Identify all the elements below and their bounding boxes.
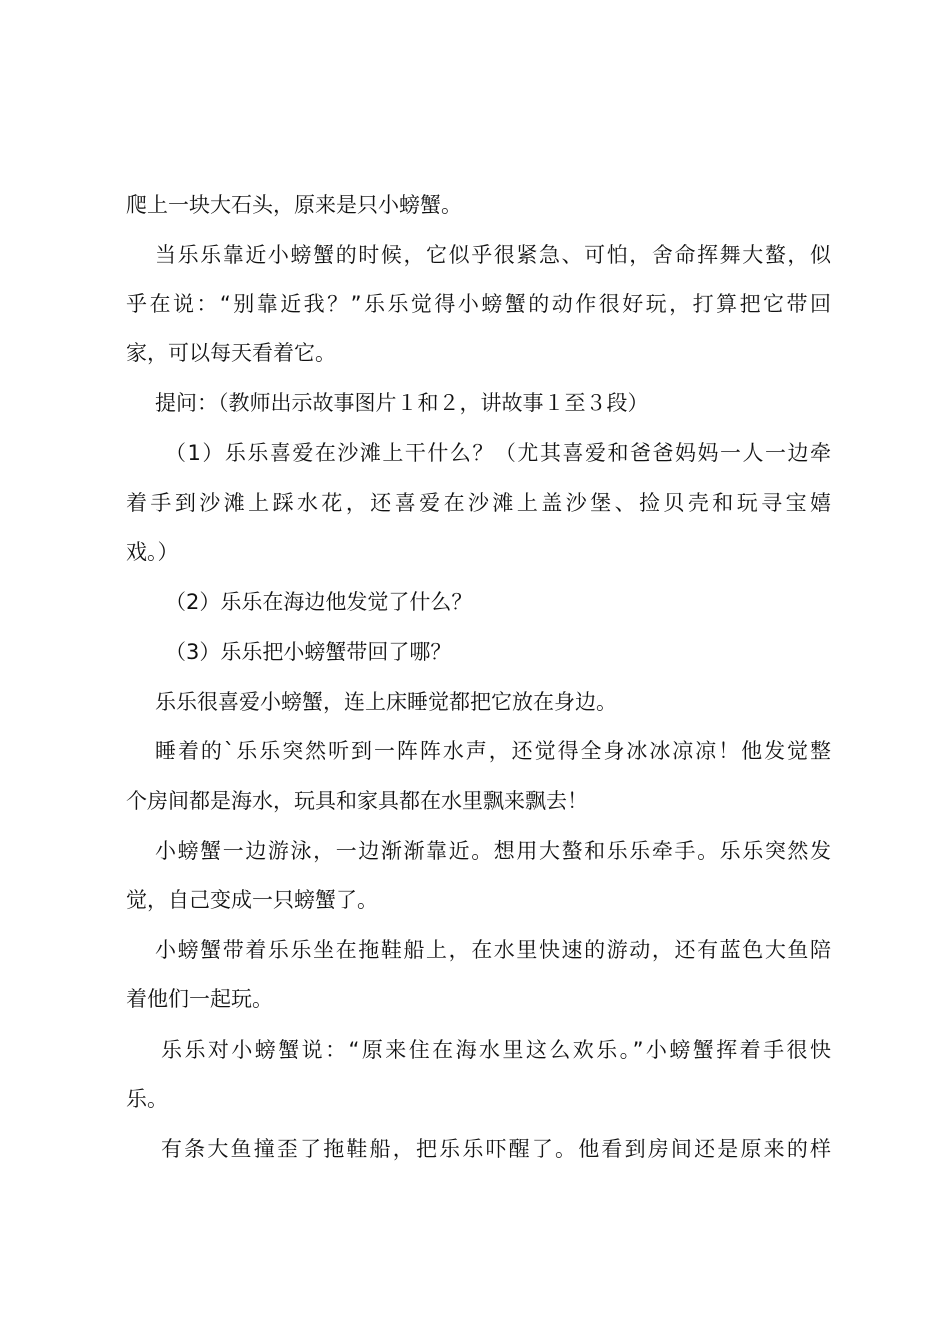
text-line-11: 乐乐很喜爱小螃蟹，连上床睡觉都把它放在身边。 <box>155 690 617 714</box>
text-line-15: 觉，自己变成一只螃蟹了。 <box>126 888 378 912</box>
text-line-8: 戏。） <box>126 540 179 564</box>
text-line-10: （3）乐乐把小螃蟹带回了哪？ <box>165 640 452 664</box>
text-line-9: （2）乐乐在海边他发觉了什么？ <box>165 590 473 614</box>
text-line-13: 个房间都是海水，玩具和家具都在水里飘来飘去！ <box>126 789 588 813</box>
text-line-20: 有条大鱼撞歪了拖鞋船，把乐乐吓醒了。他看到房间还是原来的样 <box>161 1137 831 1161</box>
text-line-14: 小螃蟹一边游泳，一边渐渐靠近。想用大螯和乐乐牵手。乐乐突然发 <box>155 839 831 863</box>
text-line-3: 乎在说：“别靠近我？”乐乐觉得小螃蟹的动作很好玩，打算把它带回 <box>126 292 831 316</box>
text-line-4: 家，可以每天看着它。 <box>126 341 336 365</box>
text-line-5: 提问：（教师出示故事图片１和２，讲故事１至３段） <box>155 391 649 415</box>
text-line-6: （1）乐乐喜爱在沙滩上干什么？（尤其喜爱和爸爸妈妈一人一边牵 <box>165 441 831 465</box>
text-line-12: 睡着的`乐乐突然听到一阵阵水声，还觉得全身冰冰凉凉！他发觉整 <box>155 739 831 763</box>
text-line-18: 乐乐对小螃蟹说：“原来住在海水里这么欢乐。”小螃蟹挥着手很快 <box>161 1038 831 1062</box>
text-line-17: 着他们一起玩。 <box>126 987 273 1011</box>
text-line-7: 着手到沙滩上踩水花，还喜爱在沙滩上盖沙堡、捡贝壳和玩寻宝嬉 <box>126 491 831 515</box>
text-line-16: 小螃蟹带着乐乐坐在拖鞋船上，在水里快速的游动，还有蓝色大鱼陪 <box>155 938 831 962</box>
text-line-2: 当乐乐靠近小螃蟹的时候，它似乎很紧急、可怕，舍命挥舞大螯，似 <box>155 243 831 267</box>
text-line-19: 乐。 <box>126 1087 168 1111</box>
text-line-1: 爬上一块大石头，原来是只小螃蟹。 <box>126 193 462 217</box>
